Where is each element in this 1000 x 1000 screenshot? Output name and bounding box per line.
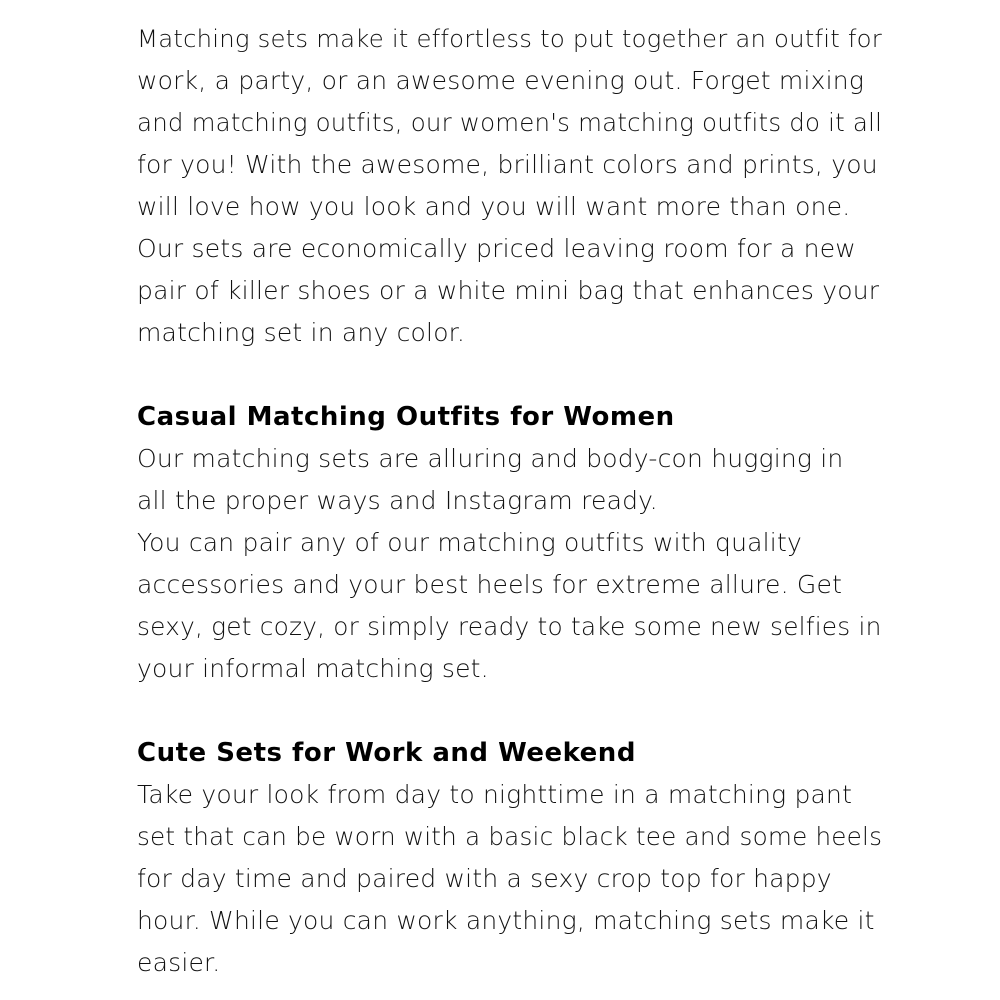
text-line: Our sets are economically priced leaving room for a new [137,234,856,263]
text-line: your informal matching set. [137,654,489,683]
text-line: all the proper ways and Instagram ready. [137,486,658,515]
section-heading-work-weekend: Cute Sets for Work and Weekend [137,738,636,768]
text-line: You can pair any of our matching outfits with quality [137,528,802,557]
text-line: set that can be worn with a basic black tee and some heels [137,822,883,851]
text-line: hour. While you can work anything, matching sets make it [137,906,875,935]
casual-paragraph [137,438,882,690]
article-content [137,18,883,984]
text-line: accessories and your best heels for extreme allure. Get [137,570,843,599]
text-line: easier. [137,948,221,977]
section-spacer [137,354,877,396]
text-line: and matching outfits, our women's matching outfits do it all [137,108,883,137]
intro-paragraph [137,18,883,354]
text-line: for day time and paired with a sexy crop top for happy [137,864,832,893]
text-line: Matching sets make it effortless to put together an outfit for [137,24,882,53]
text-line: for you! With the awesome, brilliant colors and prints, you [137,150,878,179]
text-line: pair of killer shoes or a white mini bag that enhances your [137,276,880,305]
text-line: sexy, get cozy, or simply ready to take some new selfies in [137,612,882,641]
work-weekend-paragraph [137,774,883,984]
section-heading-casual: Casual Matching Outfits for Women [137,402,675,432]
text-line: Our matching sets are alluring and body-con hugging in [137,444,844,473]
text-line: will love how you look and you will want more than one. [137,192,851,221]
section-spacer [137,690,877,732]
text-line: work, a party, or an awesome evening out. Forget mixing [137,66,865,95]
text-line: matching set in any color. [137,318,466,347]
text-line: Take your look from day to nighttime in a matching pant [137,780,853,809]
